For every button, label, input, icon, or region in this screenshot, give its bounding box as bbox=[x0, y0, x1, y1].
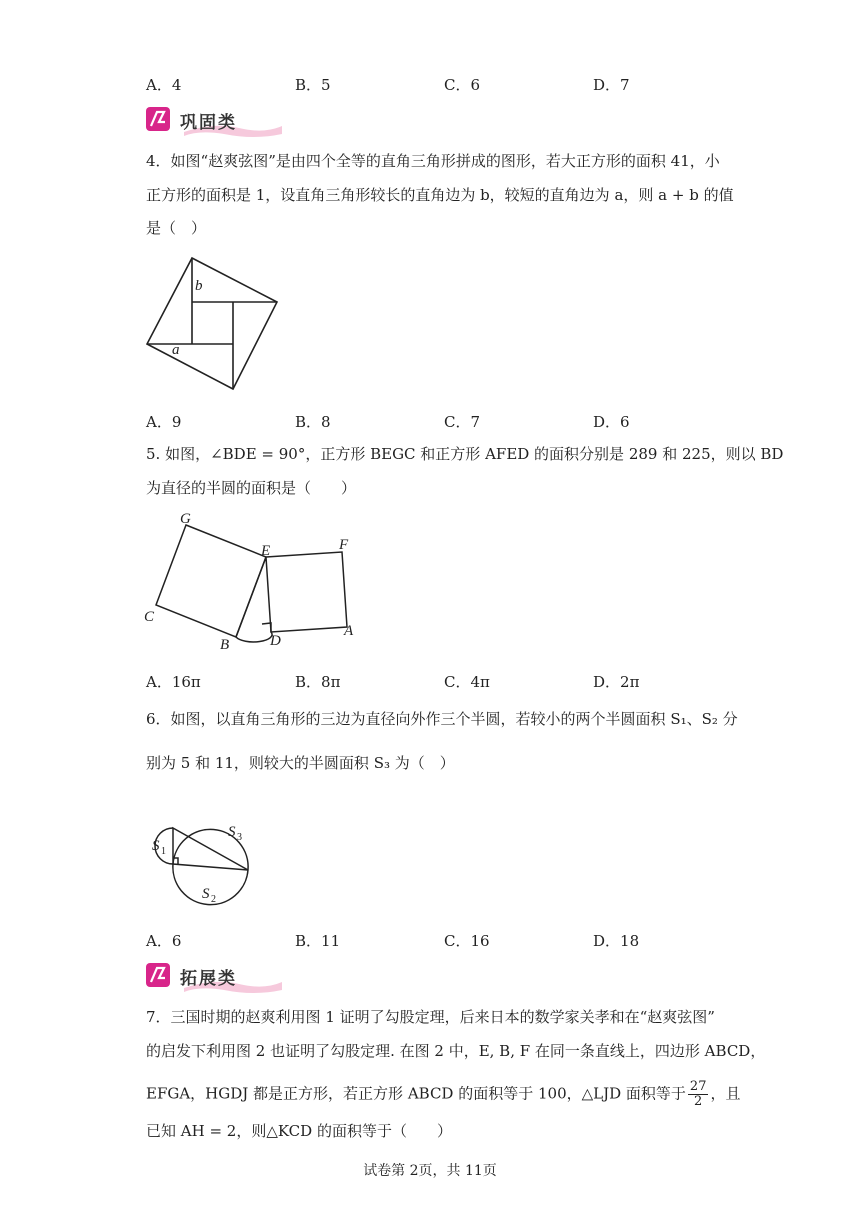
fraction-27-over-2: $\frac{27}{2}$ bbox=[689, 1079, 707, 1109]
q3-option-d: D．7 bbox=[593, 76, 630, 94]
q4-option-a: A．9 bbox=[146, 413, 182, 431]
q5-option-a: A．16π bbox=[146, 673, 201, 691]
label-c: C bbox=[144, 609, 155, 625]
q7-text-line3-end: ，且 bbox=[710, 1084, 741, 1103]
q5-figure-squares bbox=[140, 505, 370, 657]
section-title: 拓展类 bbox=[180, 969, 237, 989]
label-s1: S bbox=[152, 838, 160, 854]
label-a: a bbox=[172, 342, 180, 358]
square-afed bbox=[266, 552, 347, 632]
q6-text-line2: 别为 5 和 11，则较大的半圆面积 S₃ 为（ ） bbox=[146, 754, 455, 772]
page-footer: 试卷第 2页，共 11页 bbox=[363, 1163, 497, 1179]
q6-option-c: C．16 bbox=[444, 932, 490, 950]
label-s2-sub: 2 bbox=[211, 894, 216, 905]
q6-option-a: A．6 bbox=[146, 932, 182, 950]
label-s3: S bbox=[228, 824, 236, 840]
label-b: B bbox=[220, 637, 230, 653]
section-header-extend bbox=[144, 960, 284, 990]
q7-text-line1: 7．三国时期的赵爽利用图 1 证明了勾股定理，后来日本的数学家关孝和在“赵爽弦图” bbox=[146, 1008, 715, 1026]
q4-text-line1: 4．如图“赵爽弦图”是由四个全等的直角三角形拼成的图形，若大正方形的面积 41，小 bbox=[146, 152, 720, 170]
q4-option-d: D．6 bbox=[593, 413, 630, 431]
label-b: b bbox=[195, 278, 203, 294]
q4-figure-zhaoshuang-diagram bbox=[140, 252, 290, 397]
q6-text-line1: 6．如图，以直角三角形的三边为直径向外作三个半圆，若较小的两个半圆面积 S₁、S₂ 分 bbox=[146, 710, 738, 728]
q6-option-b: B．11 bbox=[295, 932, 341, 950]
q6-figure-semicircles bbox=[140, 794, 270, 914]
section-header-consolidate bbox=[144, 104, 284, 134]
q5-text-line1: 5. 如图，∠BDE = 90°，正方形 BEGC 和正方形 AFED 的面积分别是 289 和 225，则以 BD bbox=[146, 445, 784, 463]
label-d: D bbox=[270, 633, 281, 649]
q7-text-line3 bbox=[146, 1080, 740, 1109]
square-begc bbox=[156, 525, 266, 637]
q7-text-line3-start: EFGA，HGDJ 都是正方形，若正方形 ABCD 的面积等于 100，△LJD 面积等于 bbox=[146, 1084, 686, 1103]
q6-option-d: D．18 bbox=[593, 932, 640, 950]
large-square bbox=[147, 258, 277, 389]
q7-text-line2: 的启发下利用图 2 也证明了勾股定理. 在图 2 中，E, B, F 在同一条直线上，四边形 ABCD， bbox=[146, 1042, 766, 1060]
q4-text-line2: 正方形的面积是 1，设直角三角形较长的直角边为 b，较短的直角边为 a，则 a + b 的值 bbox=[146, 186, 734, 204]
q3-option-a: A．4 bbox=[146, 76, 182, 94]
q5-option-b: B．8π bbox=[295, 673, 341, 691]
q4-option-c: C．7 bbox=[444, 413, 481, 431]
section-title: 巩固类 bbox=[180, 113, 237, 133]
label-g: G bbox=[180, 511, 191, 527]
q5-text-line2: 为直径的半圆的面积是（ ） bbox=[146, 479, 357, 497]
label-a: A bbox=[344, 623, 354, 639]
right-angle-mark bbox=[262, 623, 271, 632]
q4-text-line3: 是（ ） bbox=[146, 219, 207, 237]
q3-option-b: B．5 bbox=[295, 76, 331, 94]
q3-option-c: C．6 bbox=[444, 76, 481, 94]
label-s3-sub: 3 bbox=[237, 832, 242, 843]
semicircle-bd bbox=[236, 632, 272, 642]
segment-be bbox=[236, 557, 266, 637]
q7-text-line4: 已知 AH = 2，则△KCD 的面积等于（ ） bbox=[146, 1122, 452, 1140]
label-f: F bbox=[339, 537, 349, 553]
label-s2: S bbox=[202, 886, 210, 902]
q5-option-c: C．4π bbox=[444, 673, 490, 691]
label-s1-sub: 1 bbox=[161, 846, 166, 857]
label-e: E bbox=[261, 543, 271, 559]
q5-option-d: D．2π bbox=[593, 673, 640, 691]
q4-option-b: B．8 bbox=[295, 413, 331, 431]
